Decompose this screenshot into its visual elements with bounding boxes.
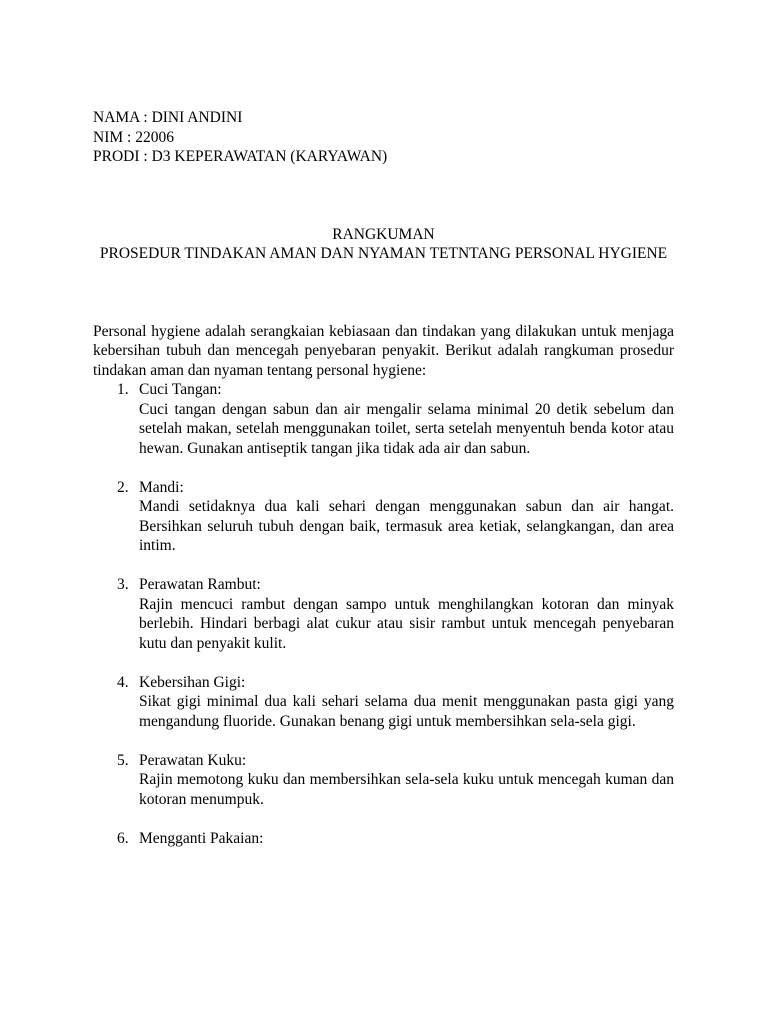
- item-number: 4.: [117, 673, 129, 691]
- item-number: 1.: [117, 381, 129, 398]
- list-item: [93, 751, 674, 810]
- item-number: 2.: [117, 478, 129, 496]
- document-title: [93, 225, 674, 264]
- item-body: Cuci tangan dengan sabun dan air mengalir selama minimal 20 detik sebelum dan setelah makan, setelah menggunakan toilet, serta setelah menyentuh benda kotor atau hewan. Gunakan antiseptik tangan jika tidak ada air dan sabun.: [139, 400, 674, 457]
- title-line-2: PROSEDUR TINDAKAN AMAN DAN NYAMAN TETNTANG PERSONAL HYGIENE: [99, 245, 668, 262]
- document-page: [93, 108, 674, 868]
- study-program: PRODI : D3 KEPERAWATAN (KARYAWAN): [93, 148, 388, 165]
- item-title: Perawatan Kuku:: [139, 751, 247, 769]
- intro-paragraph: Personal hygiene adalah serangkaian kebiasaan dan tindakan yang dilakukan untuk menjaga kebersihan tubuh dan mencegah penyebaran penyakit. Berikut adalah rangkuman prosedur tindakan aman dan nyaman tentang personal hygiene:: [93, 322, 674, 379]
- student-info-header: [93, 108, 674, 167]
- item-body: Rajin memotong kuku dan membersihkan sela-sela kuku untuk mencegah kuman dan kotoran menumpuk.: [139, 771, 674, 808]
- student-name: NAMA : DINI ANDINI: [93, 109, 243, 126]
- item-title: Mandi:: [139, 478, 184, 496]
- title-line-1: RANGKUMAN: [332, 225, 435, 243]
- item-body: Rajin mencuci rambut dengan sampo untuk menghilangkan kotoran dan minyak berlebih. Hindari berbagi alat cukur atau sisir rambut untuk mencegah penyebaran kutu dan penyakit kulit.: [139, 595, 674, 652]
- item-number: 6.: [117, 829, 129, 847]
- student-id: NIM : 22006: [93, 128, 174, 146]
- list-item: [93, 478, 674, 556]
- list-item: [93, 673, 674, 732]
- item-number: 5.: [117, 751, 129, 769]
- item-body: Sikat gigi minimal dua kali sehari selama dua menit menggunakan pasta gigi yang mengandung fluoride. Gunakan benang gigi untuk membersihkan sela-sela gigi.: [139, 693, 674, 730]
- list-item: [93, 575, 674, 653]
- item-title: Cuci Tangan:: [139, 381, 222, 398]
- item-title: Kebersihan Gigi:: [139, 673, 246, 691]
- item-title: Perawatan Rambut:: [139, 576, 261, 593]
- item-title: Mengganti Pakaian:: [139, 829, 264, 847]
- procedure-list: [93, 380, 674, 848]
- list-item: [93, 380, 674, 458]
- item-number: 3.: [117, 576, 129, 593]
- item-body: Mandi setidaknya dua kali sehari dengan menggunakan sabun dan air hangat. Bersihkan seluruh tubuh dengan baik, termasuk area ketiak, selangkangan, dan area intim.: [139, 498, 674, 554]
- list-item: [93, 829, 674, 849]
